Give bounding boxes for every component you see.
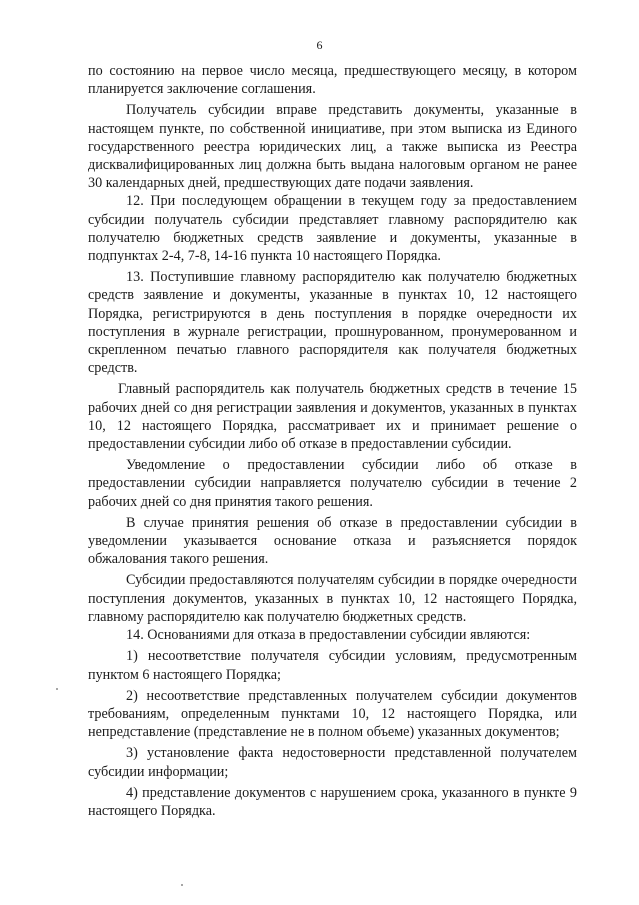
paragraph-review-term: Главный распорядитель как получатель бюджетных средств в течение 15 рабочих дней со дня регистрации заявления и документов, указанных в пунктах 10, 12 настоящего Порядка, рассматривает их и принимает решение о предоставлении субсидии либо об отказе в предоставлении субсидии. xyxy=(88,381,577,453)
paragraph-item-14-heading: 14. Основаниями для отказа в предоставлении субсидии являются: xyxy=(126,627,531,644)
paragraph-notification: Уведомление о предоставлении субсидии либо об отказе в предоставлении субсидии направляется получателю субсидии в течение 2 рабочих дней со дня принятия такого решения. xyxy=(88,457,577,510)
scan-speck xyxy=(56,688,58,690)
list-item-2: 2) несоответствие представленных получателем субсидии документов требованиям, определенным пунктами 10, 12 настоящего Порядка, или непредставление (представление не в полном объеме) указанных документов; xyxy=(88,687,577,741)
paragraph-refusal-notice: В случае принятия решения об отказе в предоставлении субсидии в уведомлении указывается основание отказа и разъясняется порядок обжалования такого решения. xyxy=(88,514,577,568)
page-number: 6 xyxy=(316,38,323,52)
list-item-3: 3) установление факта недостоверности представленной получателем субсидии информации; xyxy=(88,745,577,780)
paragraph-own-initiative: Получатель субсидии вправе представить документы, указанные в настоящем пункте, по собственной инициативе, при этом выписка из Единого государственного реестра юридических лиц, а также выписка из Реестра дисквалифицированных лиц должна быть выдана налоговым органом не ранее 30 календарных дней, предшествующих дате подачи заявления. xyxy=(88,102,577,192)
list-item-4: 4) представление документов с нарушением срока, указанного в пункте 9 настоящего Порядка. xyxy=(88,784,577,819)
paragraph-item-13: 13. Поступившие главному распорядителю как получателю бюджетных средств заявление и документы, указанные в пунктах 10, 12 настоящего Порядка, регистрируются в день поступления в порядке очередности их поступления в журнале регистрации, прошнурованном, пронумерованном и скрепленном печатью главного распорядителя как получателя бюджетных средств. xyxy=(88,269,577,377)
document-body xyxy=(88,62,577,820)
list-item-1: 1) несоответствие получателя субсидии условиям, предусмотренным пунктом 6 настоящего Порядка; xyxy=(88,648,577,683)
paragraph-order-of-grants: Субсидии предоставляются получателям субсидии в порядке очередности поступления документов, указанных в пунктах 10, 12 настоящего Порядка, главному распорядителю как получателю бюджетных средств. xyxy=(88,572,577,625)
scan-speck xyxy=(181,884,183,886)
paragraph-continuation: по состоянию на первое число месяца, предшествующего месяцу, в котором планируется заключение соглашения. xyxy=(88,63,577,98)
paragraph-item-12: 12. При последующем обращении в текущем году за предоставлением субсидии получатель субсидии представляет главному распорядителю как получателю бюджетных средств заявление и документы, указанные в подпунктах 2-4, 7-8, 14-16 пункта 10 настоящего Порядка. xyxy=(88,193,577,265)
